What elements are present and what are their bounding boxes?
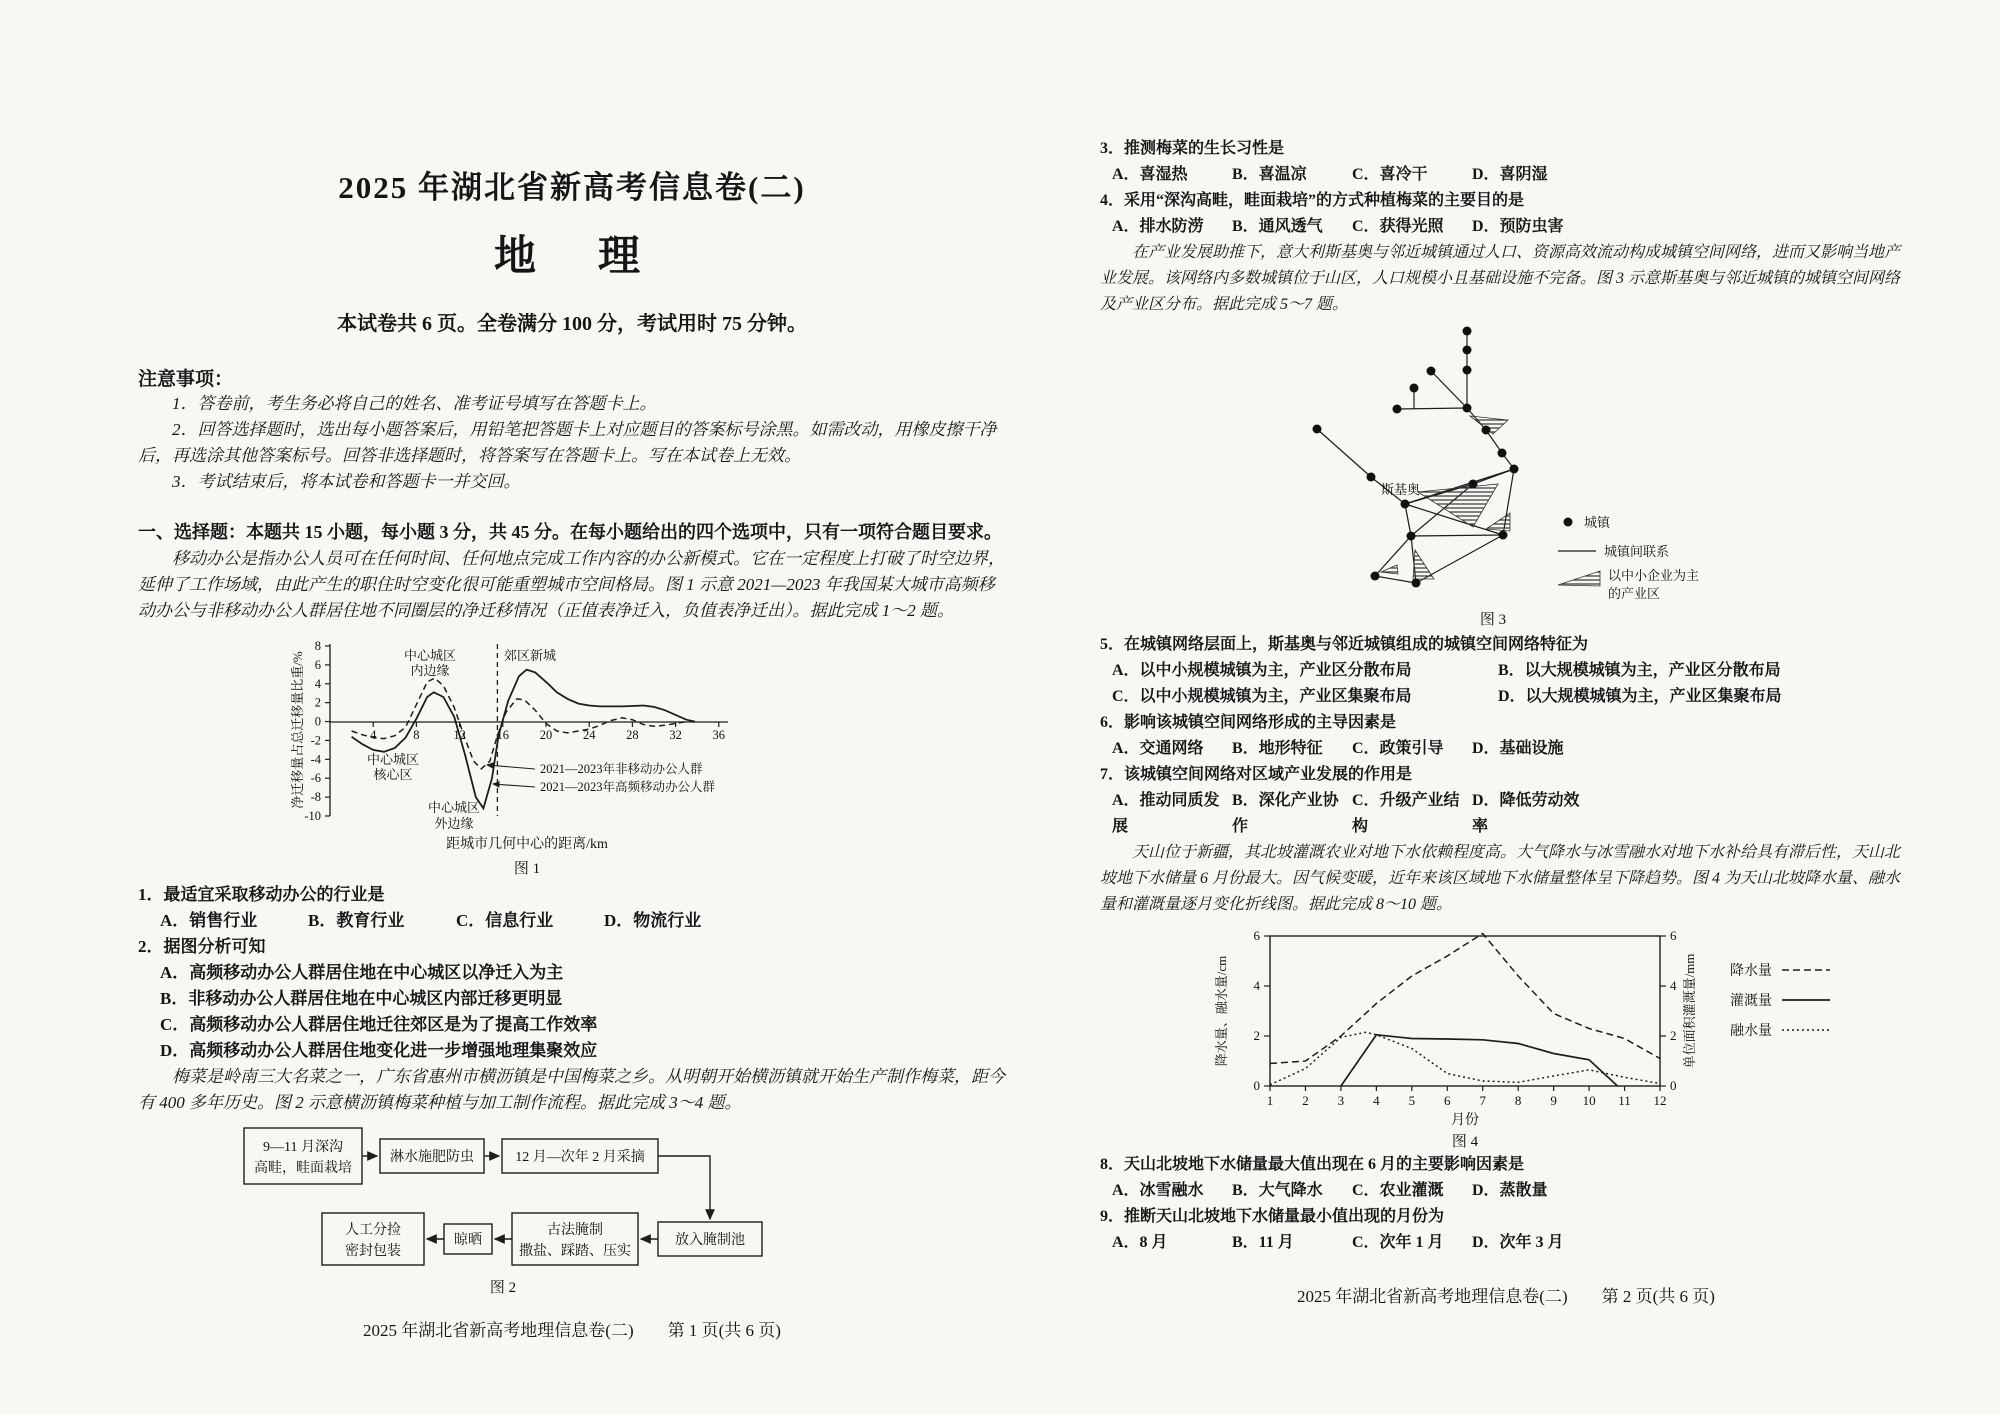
fig4-precipitation-curve [1270,934,1660,1064]
fig3-legend-industry-icon [1558,571,1600,586]
note-2: 2．回答选择题时，选出每小题答案后，用铅笔把答题卡上对应题目的答案标号涂黑。如需改动，用橡皮擦干净后，再选涂其他答案标号。回答非选择题时，将答案写在答题卡上。写在本试卷上无效。 [138,420,997,465]
q8-option-a: A．冰雪融水 [1112,1182,1204,1199]
q6-option-d: D．基础设施 [1472,740,1564,757]
svg-text:24: 24 [582,728,596,742]
fig3-schio-label: 斯基奥 [1380,482,1420,497]
fig2-box6-label: 晾晒 [454,1233,482,1248]
q7-option-b: B．深化产业协作 [1232,792,1339,835]
svg-text:0: 0 [314,714,321,729]
q7-options [1100,788,1912,840]
q5-options-row1 [1100,658,1912,684]
fig4-irrigation-curve [1341,1035,1618,1086]
q4-stem: 4．采用“深沟高畦，畦面栽培”的方式种植梅菜的主要目的是 [1100,192,1525,209]
notes-heading: 注意事项： [138,369,234,390]
fig3-legend [1558,515,1699,601]
svg-text:-4: -4 [310,752,321,767]
fig3-legend-link-label: 城镇间联系 [1604,544,1670,559]
q2-option-b: B．非移动办公人群居住地在中心城区内部迁移更明显 [160,989,563,1008]
q1-option-c: C．信息行业 [456,911,554,930]
q1-option-d: D．物流行业 [604,911,702,930]
svg-text:2: 2 [314,695,321,710]
svg-text:-2: -2 [310,733,321,748]
fig1-outer-edge-label-1: 中心城区 [427,800,481,815]
q3-options [1100,162,1912,188]
section-1-heading: 一、选择题：本题共 15 小题，每小题 3 分，共 45 分。在每小题给出的四个选项中，只有一项符合题目要求。 [138,522,1002,542]
fig4-x-axis-label: 月份 [1451,1113,1479,1128]
q1-stem: 1．最适宜采取移动办公的行业是 [138,885,385,904]
svg-text:2: 2 [1670,1028,1677,1043]
intro-meicai: 梅菜是岭南三大名菜之一，广东省惠州市横沥镇是中国梅菜之乡。从明朝开始横沥镇就开始生产制作梅菜，距今有 400 多年历史。图 2 示意横沥镇梅菜种植与加工制作流程。据此完成 3～4 题。 [138,1067,1005,1112]
fig4-x-axis-ticks [1267,1086,1667,1108]
fig4-plot-frame [1270,936,1660,1086]
fig1-legend-dashed: 2021—2023年非移动办公人群 [540,762,703,776]
fig4-legend-precip-label: 降水量 [1730,964,1772,979]
figure-2-flow-diagram [238,1122,808,1302]
svg-text:12: 12 [453,728,466,742]
intro-schio: 在产业发展助推下，意大利斯基奥与邻近城镇通过人口、资源高效流动构成城镇空间网络，进而又影响当地产业发展。该网络内多数城镇位于山区，人口规模小且基础设施不完备。图 3 示意斯基奥与邻近城镇的城镇空间网络及产业区分布。据此完成 5～7 题。 [1100,244,1901,313]
q7-option-d: D．降低劳动效率 [1472,792,1580,835]
q9-option-d: D．次年 3 月 [1472,1234,1564,1251]
svg-text:0: 0 [1253,1078,1260,1093]
q3-stem: 3．推测梅菜的生长习性是 [1100,140,1285,157]
figure-4-line-chart [1210,924,1860,1152]
q7-option-a: A．推动同质发展 [1112,792,1220,835]
fig3-legend-industry-label-2: 的产业区 [1608,586,1661,601]
fig1-x-axis-label: 距城市几何中心的距离/km [446,837,608,852]
svg-text:-10: -10 [304,808,321,823]
svg-text:12: 12 [1653,1093,1667,1108]
fig2-box4-label: 放入腌制池 [675,1233,745,1248]
fig2-box1-line2: 高畦，畦面栽培 [254,1161,352,1176]
q9-option-a: A．8 月 [1112,1234,1168,1251]
q8-options [1100,1178,1912,1204]
fig3-legend-industry-label-1: 以中小企业为主 [1608,568,1700,583]
q7-option-c: C．升级产业结构 [1352,792,1460,835]
page2-footer: 2025 年湖北省新高考地理信息卷(二) 第 2 页(共 6 页) [1297,1287,1715,1306]
q9-option-c: C．次年 1 月 [1352,1234,1444,1251]
q5-option-a: A．以中小规模城镇为主，产业区分散布局 [1112,662,1412,679]
q9-options [1100,1230,1912,1256]
svg-text:2: 2 [1302,1093,1309,1108]
q6-option-a: A．交通网络 [1112,740,1204,757]
q3-option-a: A．喜湿热 [1112,166,1188,183]
fig4-caption: 图 4 [1451,1134,1479,1150]
fig2-caption: 图 2 [489,1280,517,1296]
fig4-legend-irrig-label: 灌溉量 [1730,994,1772,1009]
q2-option-a: A．高频移动办公人群居住地在中心城区以净迁入为主 [160,963,564,982]
fig2-box1-line1: 9—11 月深沟 [263,1140,343,1155]
q4-option-b: B．通风透气 [1232,218,1323,235]
q6-options [1100,736,1912,762]
fig2-box2-label: 淋水施肥防虫 [390,1150,474,1165]
fig4-right-y-axis-label: 单位面积灌溉量/mm [1682,953,1697,1069]
fig2-box7-line2: 密封包装 [345,1244,401,1259]
svg-text:-6: -6 [310,771,321,786]
fig1-y-axis-ticks [304,639,330,823]
fig4-legend [1730,962,1830,1039]
fig3-industry-zones [1381,416,1510,579]
fig1-inner-edge-label-2: 内边缘 [410,663,450,678]
svg-text:6: 6 [1444,1093,1451,1108]
fig1-inner-edge-label-1: 中心城区 [403,648,457,663]
svg-text:20: 20 [539,728,553,742]
svg-text:11: 11 [1618,1093,1631,1108]
q4-option-c: C．获得光照 [1352,218,1444,235]
fig2-box5-line1: 古法腌制 [547,1223,603,1238]
fig1-legend-solid: 2021—2023年高频移动办公人群 [540,780,716,794]
q2-option-c: C．高频移动办公人群居住地迁往郊区是为了提高工作效率 [160,1015,598,1034]
svg-text:4: 4 [370,728,377,742]
q6-stem: 6．影响该城镇空间网络形成的主导因素是 [1100,714,1397,731]
q2-options [138,960,1006,1064]
q1-options [138,908,1006,934]
fig1-core-label-2: 核心区 [373,767,413,782]
figure-1-line-chart [288,632,768,882]
q4-option-d: D．预防虫害 [1472,218,1564,235]
q6-option-c: C．政策引导 [1352,740,1444,757]
fig4-left-y-axis-label: 降水量、融水量/cm [1214,955,1229,1067]
svg-text:6: 6 [1670,928,1677,943]
svg-text:3: 3 [1337,1093,1345,1108]
svg-text:-8: -8 [310,790,321,805]
fig2-box-labels [254,1139,745,1259]
svg-text:10: 10 [1582,1093,1596,1108]
note-3: 3．考试结束后，将本试卷和答题卡一并交回。 [172,472,521,491]
subject-title: 地 理 [493,234,650,280]
q3-option-b: B．喜温凉 [1232,166,1307,183]
q3-option-d: D．喜阴湿 [1472,166,1548,183]
fig4-right-y-ticks [1660,928,1677,1093]
svg-text:9: 9 [1550,1093,1557,1108]
exam-info: 本试卷共 6 页。全卷满分 100 分，考试用时 75 分钟。 [337,313,807,335]
fig3-legend-town-icon [1564,518,1573,527]
svg-text:2: 2 [1253,1028,1260,1043]
svg-text:0: 0 [1670,1078,1677,1093]
q5-option-c: C．以中小规模城镇为主，产业区集聚布局 [1112,688,1412,705]
fig3-town-nodes [1313,327,1519,588]
svg-text:4: 4 [1373,1093,1380,1108]
svg-text:5: 5 [1408,1093,1416,1108]
svg-text:8: 8 [314,639,321,653]
fig2-box5-line2: 撒盐、踩踏、压实 [519,1244,631,1259]
q6-option-b: B．地形特征 [1232,740,1323,757]
paper-title: 2025 年湖北省新高考信息卷(二) [338,170,806,205]
page-2 [1100,128,1912,1307]
q8-stem: 8．天山北坡地下水储量最大值出现在 6 月的主要影响因素是 [1100,1156,1525,1173]
q4-options [1100,214,1912,240]
svg-text:1: 1 [1266,1093,1274,1108]
fig4-legend-melt-label: 融水量 [1730,1024,1772,1039]
intro-tianshan: 天山位于新疆，其北坡灌溉农业对地下水依赖程度高。大气降水与冰雪融水对地下水补给具有滞后性，天山北坡地下水储量 6 月份最大。因气候变暖，近年来该区域地下水储量整体呈下降趋势。图 4 为天山北坡降水量、融水量和灌溉量逐月变化折线图。据此完成 8～10 题。 [1100,844,1901,913]
svg-text:8: 8 [1514,1093,1522,1108]
q9-option-b: B．11 月 [1232,1234,1294,1251]
svg-text:8: 8 [413,728,420,742]
svg-text:6: 6 [314,657,321,672]
note-1: 1．答卷前，考生务必将自己的姓名、准考证号填写在答题卡上。 [172,394,657,413]
svg-text:4: 4 [1670,978,1677,993]
svg-text:16: 16 [496,728,510,742]
fig3-town-links [1317,331,1514,583]
q5-stem: 5．在城镇网络层面上，斯基奥与邻近城镇组成的城镇空间网络特征为 [1100,636,1589,653]
fig1-outer-edge-label-2: 外边缘 [434,816,474,831]
q2-option-d: D．高频移动办公人群居住地变化进一步增强地理集聚效应 [160,1041,598,1060]
q4-option-a: A．排水防涝 [1112,218,1204,235]
svg-text:7: 7 [1479,1093,1486,1108]
page-1 [138,148,1006,1341]
figure-3-town-network-map [1268,322,1708,632]
fig1-series-legend [487,761,716,794]
q1-option-b: B．教育行业 [308,911,405,930]
fig1-core-label-1: 中心城区 [366,752,420,767]
fig1-caption: 图 1 [513,861,541,877]
q5-option-d: D．以大规模城镇为主，产业区集聚布局 [1498,688,1782,705]
fig2-box7-line1: 人工分捡 [345,1223,401,1238]
q8-option-b: B．大气降水 [1232,1182,1323,1199]
fig4-left-y-ticks [1254,928,1271,1093]
q7-stem: 7．该城镇空间网络对区域产业发展的作用是 [1100,766,1413,783]
q9-stem: 9．推断天山北坡地下水储量最小值出现的月份为 [1100,1208,1445,1225]
page1-footer: 2025 年湖北省新高考地理信息卷(二) 第 1 页(共 6 页) [363,1321,781,1340]
fig3-legend-town-label: 城镇 [1584,515,1611,530]
q3-option-c: C．喜冷干 [1352,166,1428,183]
q5-option-b: B．以大规模城镇为主，产业区分散布局 [1498,662,1781,679]
svg-text:4: 4 [1253,978,1260,993]
q5-options-row2 [1100,684,1912,710]
fig3-caption: 图 3 [1479,612,1507,628]
fig2-box3-label: 12 月—次年 2 月采摘 [515,1150,645,1165]
svg-text:32: 32 [669,728,682,742]
svg-text:6: 6 [1253,928,1260,943]
intro-mobile-office: 移动办公是指办公人员可在任何时间、任何地点完成工作内容的办公新模式。它在一定程度上打破了时空边界，延伸了工作场域，由此产生的职住时空变化很可能重塑城市空间格局。图 1 示意 2021—2023 年我国某大城市高频移动办公与非移动办公人群居住地不同圈层的净迁移情况（正值表净迁入，负值表净迁出）。据此完成 1～2 题。 [138,549,1005,620]
svg-text:28: 28 [626,728,639,742]
q8-option-c: C．农业灌溉 [1352,1182,1444,1199]
fig1-y-axis-label: 净迁移量占总迁移量比重/% [290,651,305,809]
svg-text:36: 36 [712,728,726,742]
svg-text:4: 4 [314,676,321,691]
fig1-suburb-label: 郊区新城 [504,648,557,663]
q2-stem: 2．据图分析可知 [138,937,266,956]
q1-option-a: A．销售行业 [160,911,258,930]
q8-option-d: D．蒸散量 [1472,1182,1548,1199]
